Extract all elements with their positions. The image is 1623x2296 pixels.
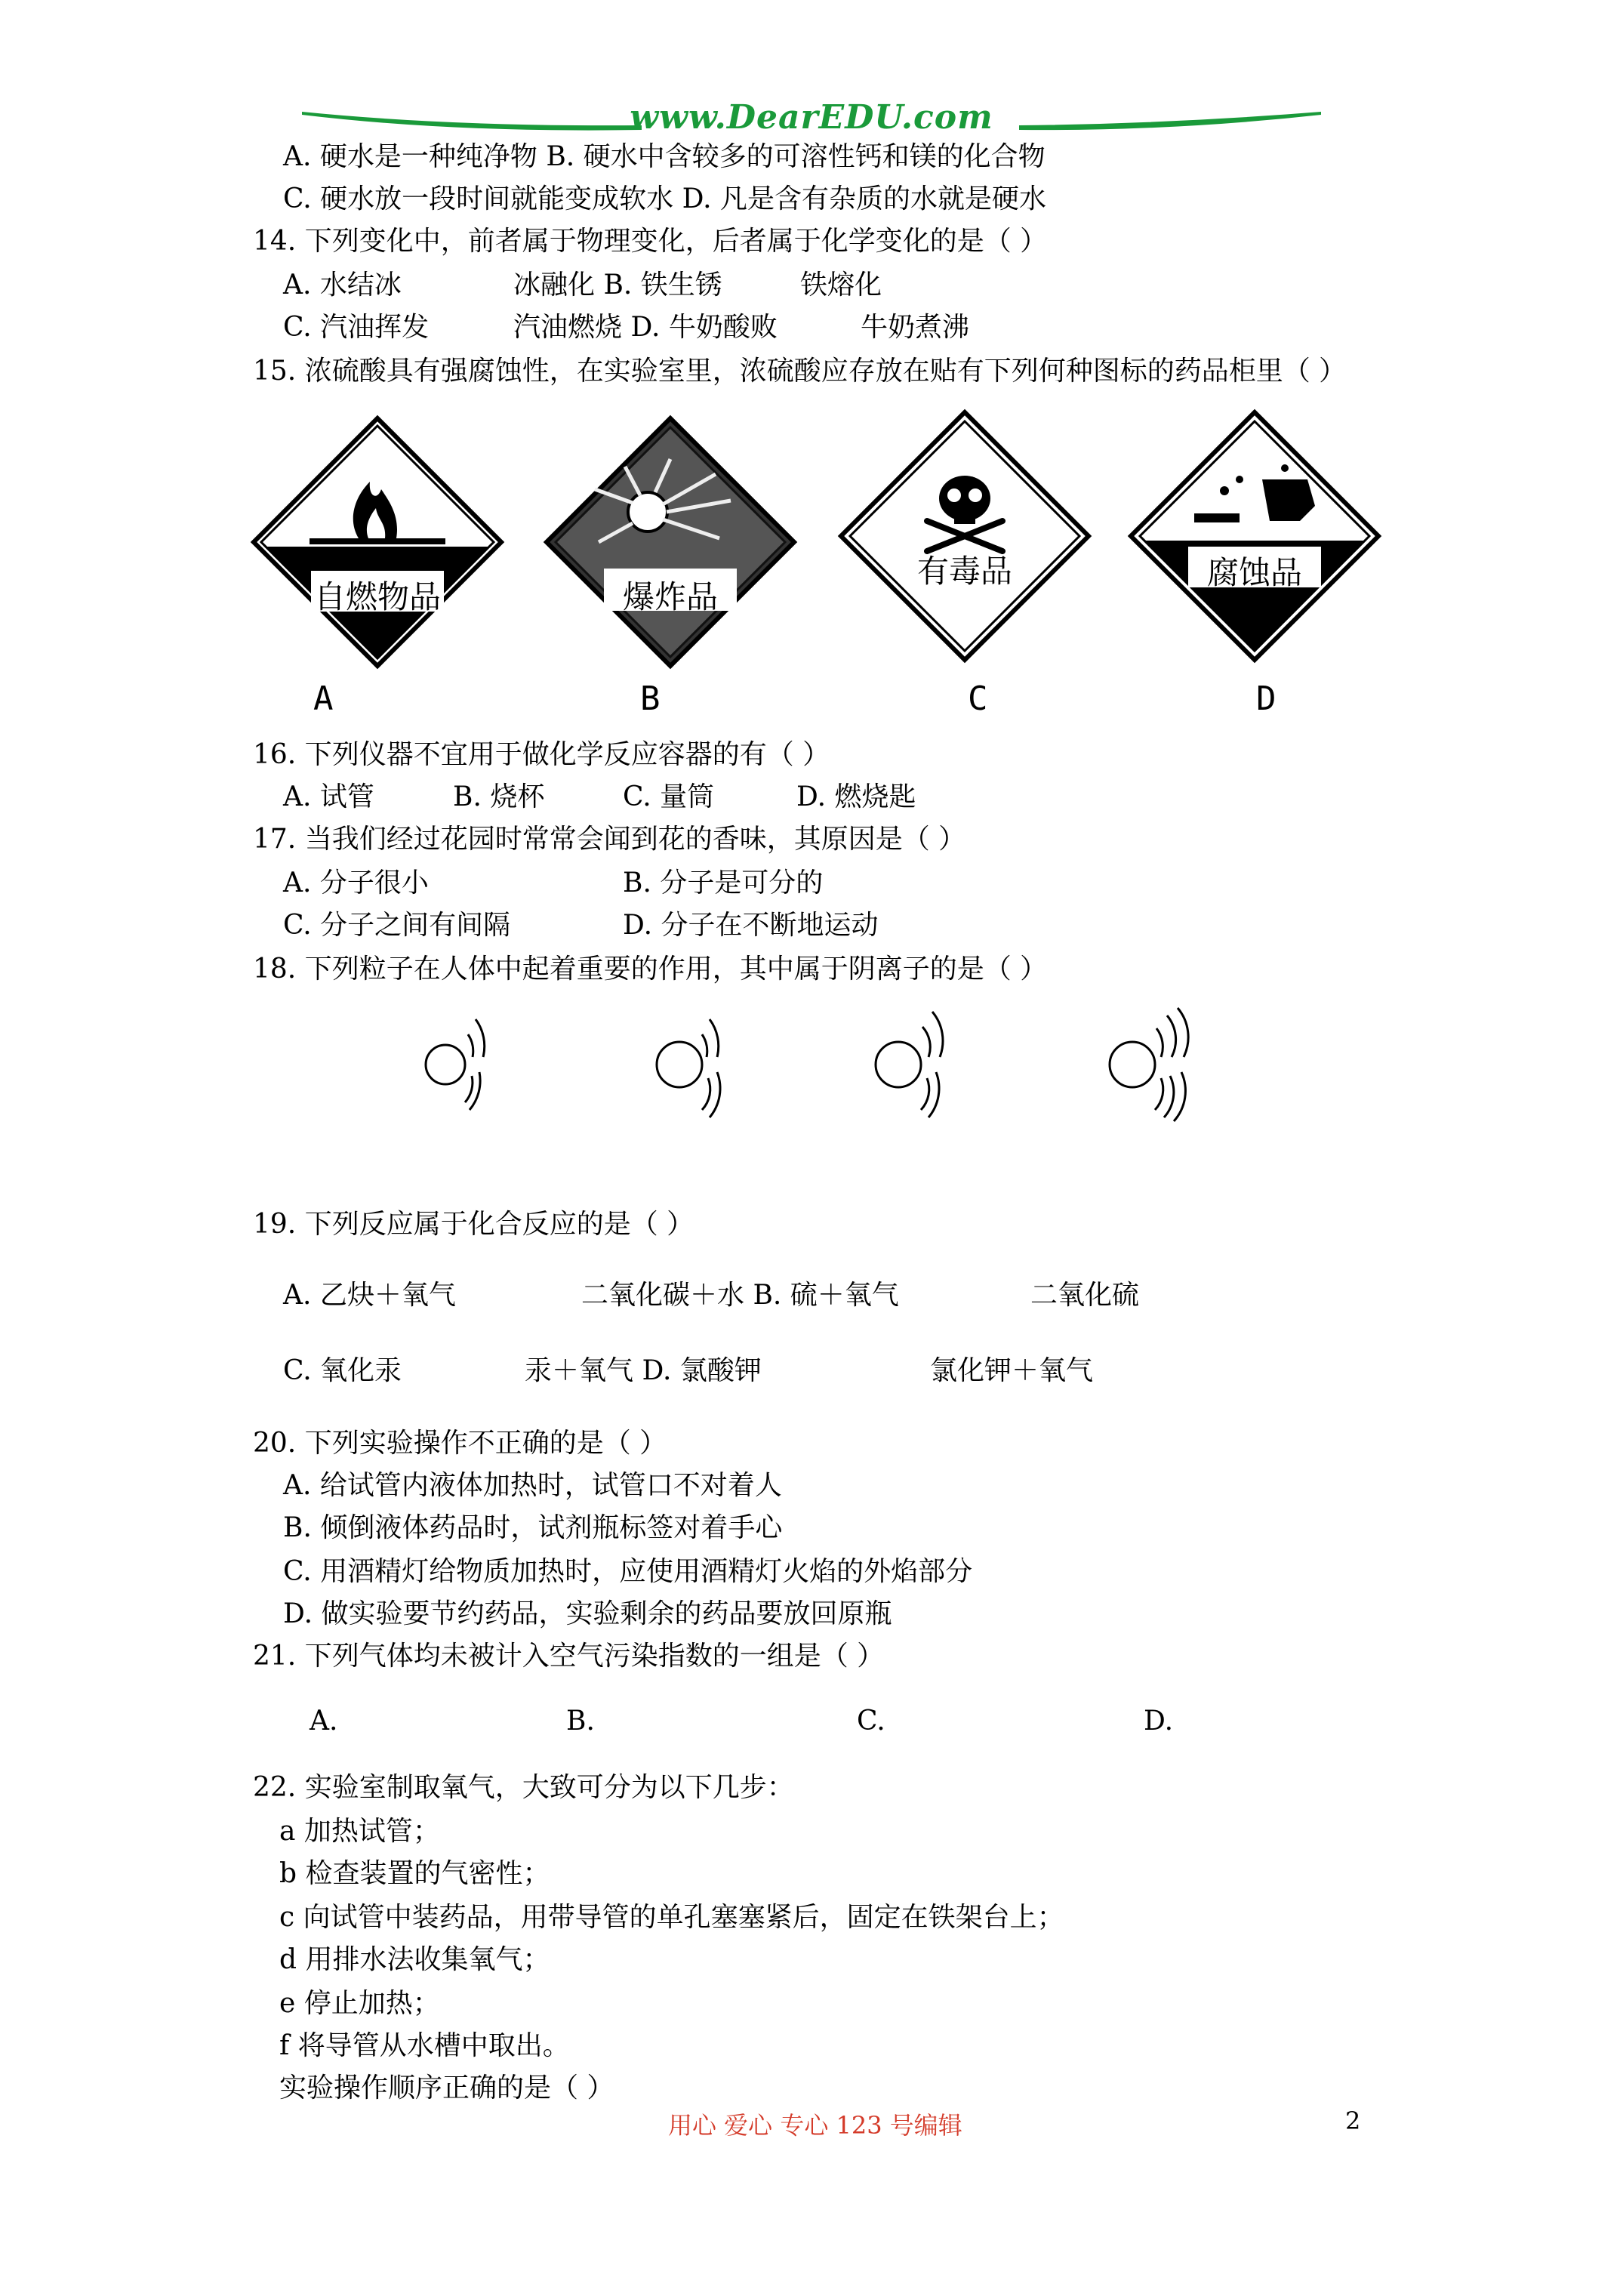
q20-option-c: C. 用酒精灯给物质加热时，应使用酒精灯火焰的外焰部分	[283, 1556, 973, 1587]
toxic-sign-icon	[836, 408, 1093, 664]
q21-option-d: D.	[1144, 1706, 1174, 1737]
q22-step-a: a 加热试管；	[279, 1816, 440, 1847]
q19-option-c1: C. 氧化汞	[283, 1355, 402, 1386]
sign-d-label: 腐蚀品	[1206, 554, 1302, 591]
q17-stem: 17. 当我们经过花园时常常会闻到花的香味，其原因是（ ）	[253, 824, 966, 855]
q14-option-a1: A. 水结冰	[283, 270, 402, 300]
particle-diagrams	[408, 997, 1298, 1133]
q22-step-d: d 用排水法收集氧气；	[279, 1944, 550, 1975]
q19-option-a3: 二氧化硫	[1030, 1280, 1140, 1311]
sign-a-label: 自燃物品	[313, 578, 441, 615]
q22-step-e: e 停止加热；	[279, 1988, 440, 2019]
particle-diagram-1	[426, 1019, 485, 1110]
sign-b-letter: B	[640, 680, 661, 718]
hazard-sign-c	[836, 408, 1093, 664]
hazard-sign-d	[1126, 408, 1383, 664]
sign-c-label: 有毒品	[916, 553, 1012, 590]
q19-option-a1: A. 乙炔＋氧气	[283, 1280, 456, 1311]
q17-option-b: B. 分子是可分的	[623, 868, 824, 898]
q19-option-a2: 二氧化碳＋水 B. 硫＋氧气	[581, 1280, 899, 1311]
sign-a-letter: A	[313, 680, 334, 718]
sign-d-letter: D	[1256, 680, 1277, 718]
page-number: 2	[1345, 2106, 1361, 2135]
q20-stem: 20. 下列实验操作不正确的是（ ）	[253, 1428, 667, 1459]
q21-stem: 21. 下列气体均未被计入空气污染指数的一组是（ ）	[253, 1641, 885, 1672]
flammable-sign-icon	[249, 414, 506, 670]
q19-option-c2: 汞＋氧气 D. 氯酸钾	[525, 1355, 762, 1386]
q22-prompt: 实验操作顺序正确的是（ ）	[279, 2073, 614, 2103]
hazard-sign-a	[249, 414, 506, 670]
q14-stem: 14. 下列变化中，前者属于物理变化，后者属于化学变化的是（ ）	[253, 226, 1048, 257]
q20-option-b: B. 倾倒液体药品时，试剂瓶标签对着手心	[283, 1512, 783, 1543]
particle-diagram-2	[657, 1019, 720, 1117]
q16-option-b: B. 烧杯	[453, 781, 545, 812]
q16-option-c: C. 量筒	[623, 781, 715, 812]
particle-diagram-3	[876, 1012, 943, 1117]
q14-option-c1: C. 汽油挥发	[283, 312, 430, 343]
q16-stem: 16. 下列仪器不宜用于做化学反应容器的有（ ）	[253, 739, 830, 770]
q16-option-d: D. 燃烧匙	[796, 781, 916, 812]
q14-option-c3: 牛奶煮沸	[861, 312, 970, 343]
q21-option-a: A.	[310, 1706, 338, 1737]
q14-option-a3: 铁熔化	[800, 270, 882, 300]
header-url[interactable]: www.DearEDU.com	[630, 98, 993, 137]
q22-step-b: b 检查装置的气密性；	[279, 1858, 550, 1889]
q13-options-cd: C. 硬水放一段时间就能变成软水 D. 凡是含有杂质的水就是硬水	[283, 183, 1047, 214]
q20-option-d: D. 做实验要节约药品，实验剩余的药品要放回原瓶	[283, 1598, 892, 1629]
footer-text: 用心 爱心 专心 123 号编辑	[668, 2111, 962, 2140]
q16-option-a: A. 试管	[283, 781, 374, 812]
q14-option-a2: 冰融化 B. 铁生锈	[513, 270, 722, 300]
q14-option-c2: 汽油燃烧 D. 牛奶酸败	[513, 312, 778, 343]
q18-stem: 18. 下列粒子在人体中起着重要的作用，其中属于阴离子的是（ ）	[253, 954, 1048, 985]
q13-options-ab: A. 硬水是一种纯净物 B. 硬水中含较多的可溶性钙和镁的化合物	[283, 141, 1046, 172]
explosive-sign-icon	[542, 414, 799, 670]
q17-option-a: A. 分子很小	[283, 868, 429, 898]
q22-step-f: f 将导管从水槽中取出。	[279, 2030, 570, 2061]
particle-diagram-4	[1110, 1008, 1188, 1121]
q21-option-c: C.	[857, 1706, 885, 1737]
sign-b-label: 爆炸品	[622, 578, 718, 615]
hazard-sign-b	[542, 414, 799, 670]
q19-stem: 19. 下列反应属于化合反应的是（ ）	[253, 1209, 694, 1240]
q21-option-b: B.	[566, 1706, 595, 1737]
q22-stem: 22. 实验室制取氧气，大致可分为以下几步：	[253, 1772, 794, 1803]
corrosive-sign-icon	[1126, 408, 1383, 664]
q22-step-c: c 向试管中装药品，用带导管的单孔塞塞紧后，固定在铁架台上；	[279, 1902, 1064, 1933]
q17-option-c: C. 分子之间有间隔	[283, 910, 511, 941]
q15-stem: 15. 浓硫酸具有强腐蚀性，在实验室里，浓硫酸应存放在贴有下列何种图标的药品柜里（ ）	[253, 356, 1347, 387]
q19-option-c3: 氯化钾＋氧气	[930, 1355, 1094, 1386]
q17-option-d: D. 分子在不断地运动	[623, 910, 879, 941]
q20-option-a: A. 给试管内液体加热时，试管口不对着人	[283, 1470, 782, 1501]
sign-c-letter: C	[968, 680, 988, 718]
